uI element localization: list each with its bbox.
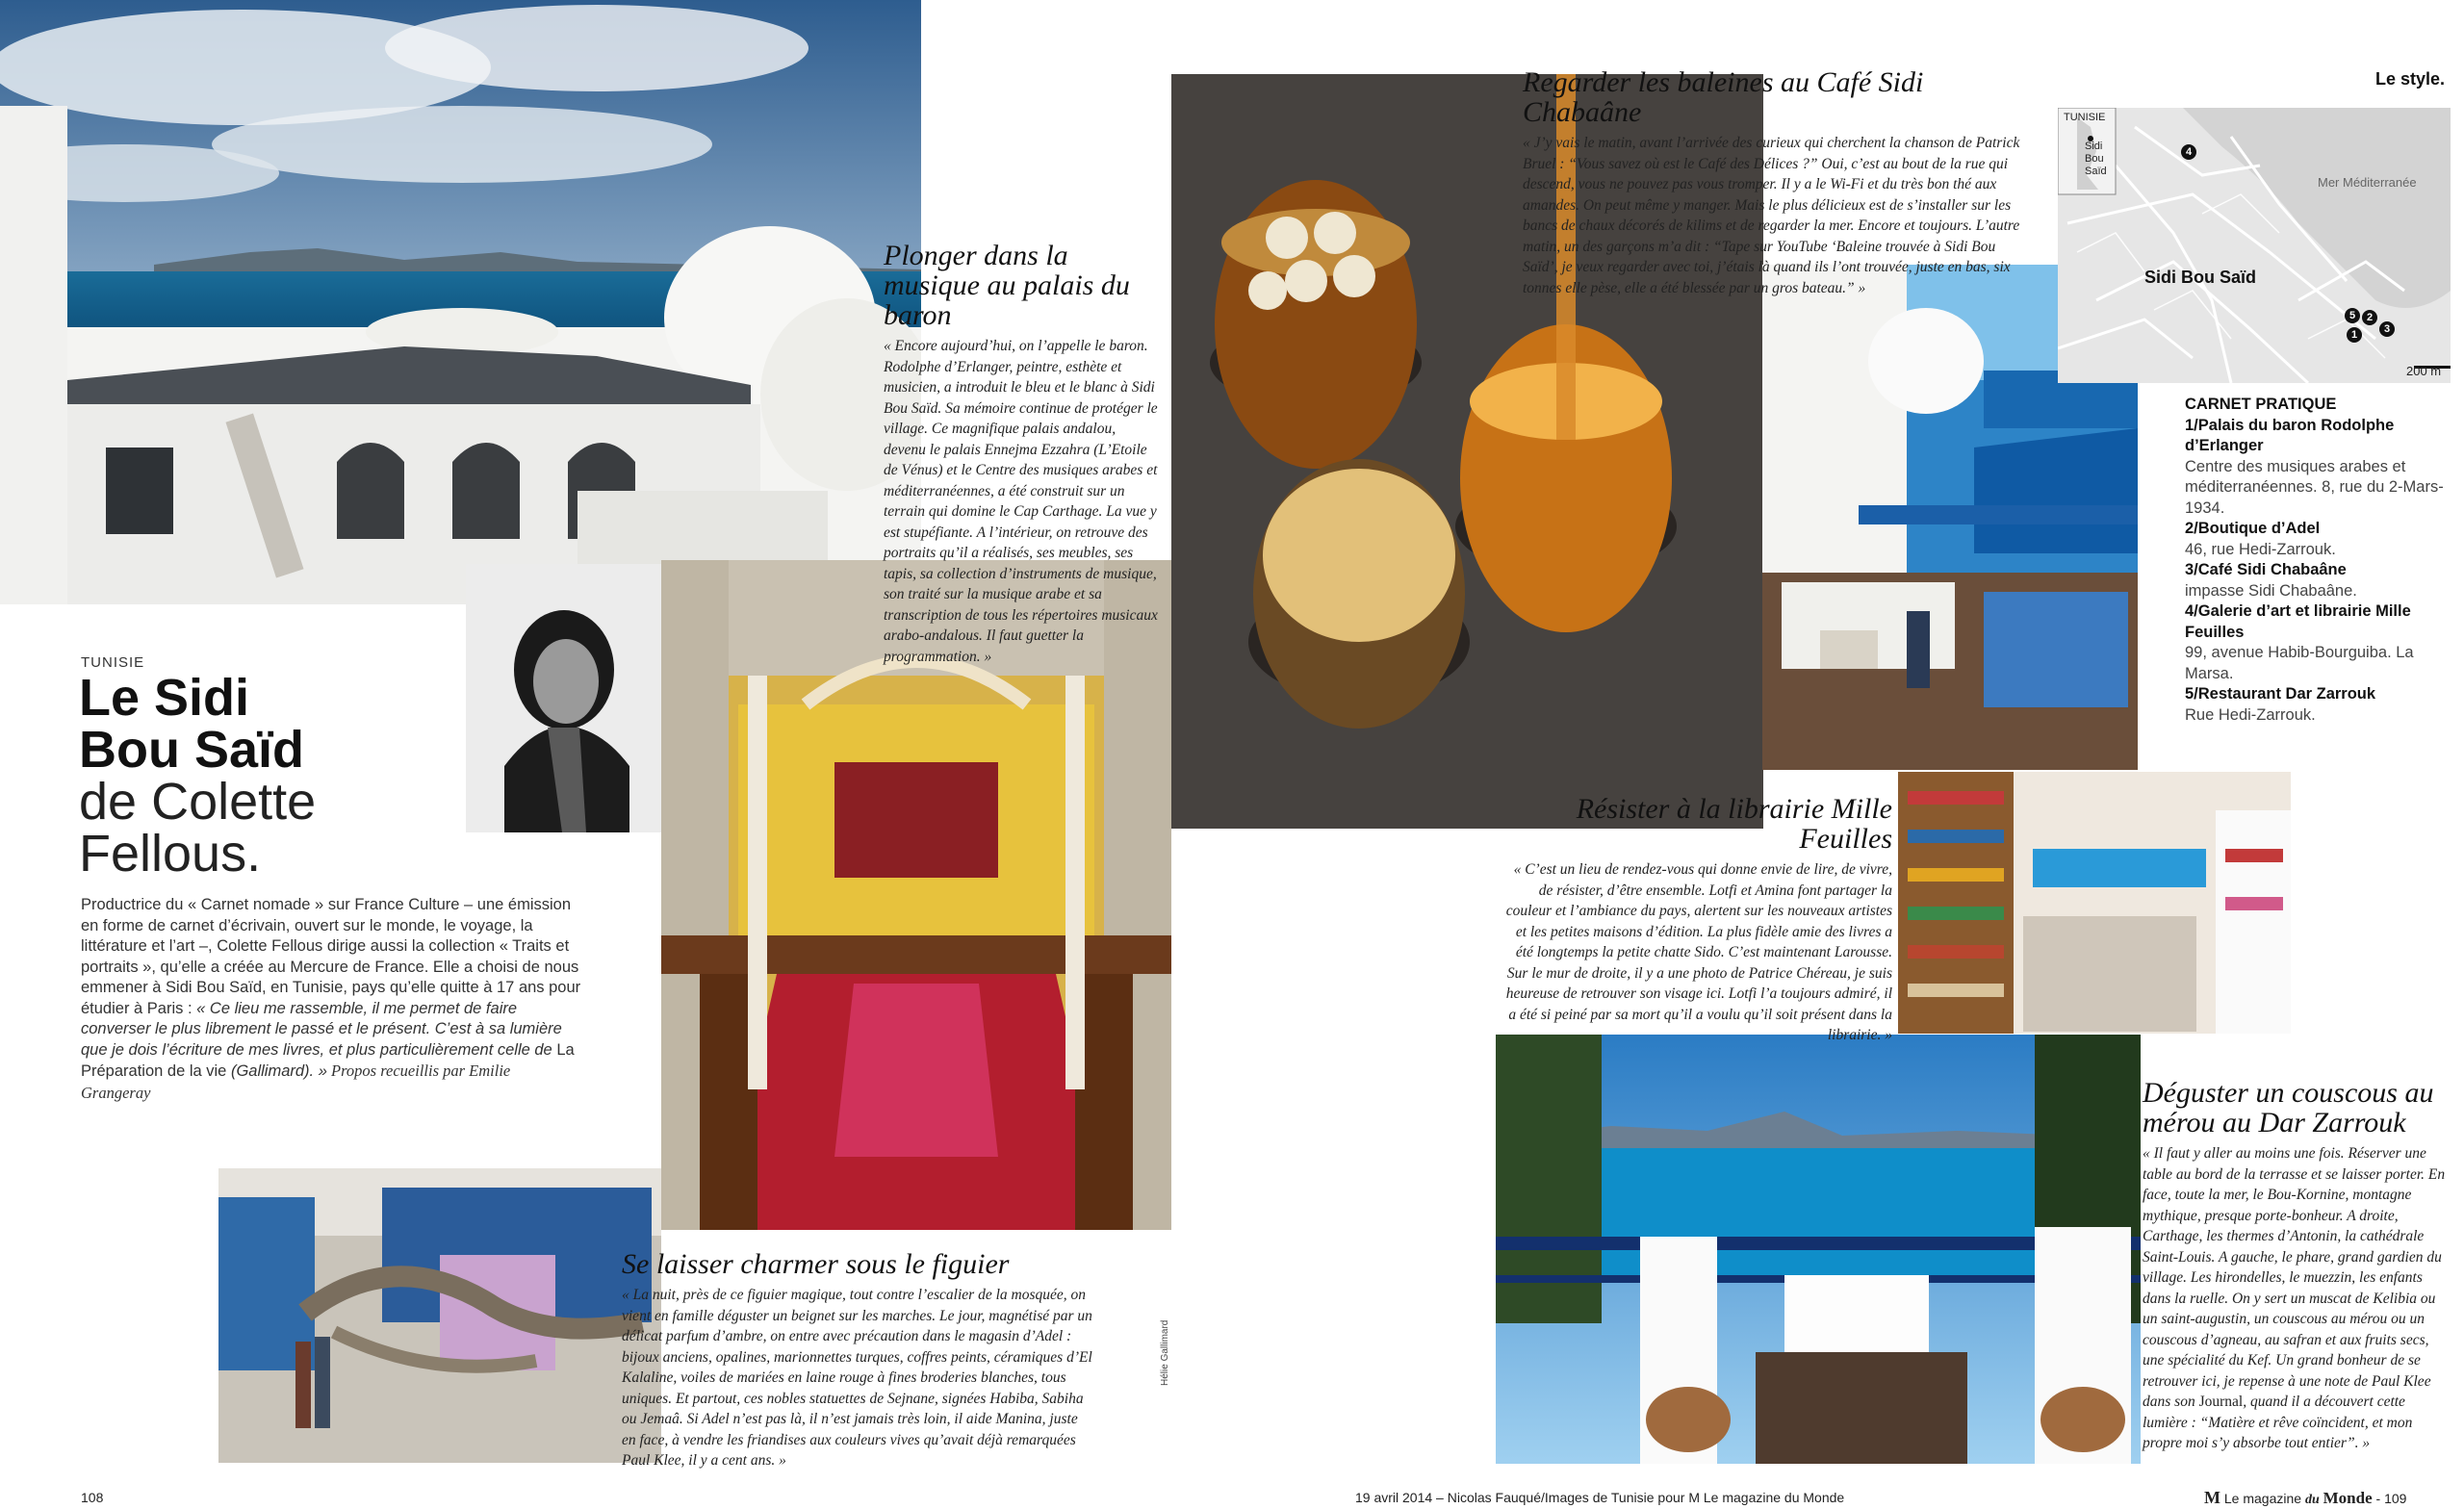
carnet-entry-name: 2/Boutique d’Adel bbox=[2185, 520, 2321, 537]
carnet-entry-name: 1/Palais du baron Rodolphe d’Erlanger bbox=[2185, 416, 2395, 454]
intro-credit: Propos recueillis par Emilie Grangeray bbox=[81, 1061, 511, 1102]
title-bold-line-2: Bou Saïd bbox=[79, 721, 305, 779]
map-pin-5: 5 bbox=[2345, 308, 2360, 323]
footer-credit: 19 avril 2014 – Nicolas Fauqué/Images de Tunisie pour M Le magazine du Monde bbox=[1355, 1490, 1845, 1505]
title-bold-line-1: Le Sidi bbox=[79, 669, 250, 727]
carnet-entry bbox=[2185, 519, 2445, 560]
map-pin-1: 1 bbox=[2347, 327, 2362, 343]
page-number-right: 109 bbox=[2384, 1491, 2407, 1506]
couscous-journal-title: Journal bbox=[2198, 1394, 2244, 1410]
magazine-name: Le magazine bbox=[2223, 1491, 2302, 1506]
carnet-entry-detail: 99, avenue Habib-Bourguiba. La Marsa. bbox=[2185, 644, 2414, 682]
carnet-entry-detail: 46, rue Hedi-Zarrouk. bbox=[2185, 540, 2336, 558]
carnet-entry bbox=[2185, 684, 2445, 726]
carnet-entry bbox=[2185, 416, 2445, 520]
article-title bbox=[79, 669, 406, 882]
article-kicker: TUNISIE bbox=[81, 654, 145, 671]
section-title-baleines: Regarder les baleines au Café Sidi Chabaâne bbox=[1523, 66, 1924, 128]
section-title-musique: Plonger dans la musique au palais du baron bbox=[884, 240, 1130, 331]
map-scale-label: 200 m bbox=[2406, 364, 2442, 378]
intro-paragraph bbox=[81, 895, 581, 1104]
map-sea-label: Mer Méditerranée bbox=[2318, 175, 2417, 190]
carnet-heading: CARNET PRATIQUE bbox=[2185, 396, 2337, 413]
intro-text: Productrice du « Carnet nomade » sur France Culture – une émission en forme de carnet d’écrivain, ouvert sur le monde, le voyage, la littérature et l’art –, Colette Fellous dirige aussi la collection « Traits et portraits », qu’elle a créée au Mercure de France. Elle a choisi de nous emmener à Sidi Bou Saïd, en Tunisie, pays qu’elle quitte à 17 ans pour étudier à Paris : bbox=[81, 896, 581, 1017]
carnet-entry-detail: Centre des musiques arabes et méditerranéennes. 8, rue du 2-Mars-1934. bbox=[2185, 457, 2444, 517]
carnet-entry-name: 3/Café Sidi Chabaâne bbox=[2185, 561, 2347, 578]
photo-restaurant-terrace bbox=[1496, 1035, 2141, 1464]
magazine-name-monde: Monde bbox=[2323, 1489, 2373, 1507]
footer-magazine-folio bbox=[2204, 1488, 2406, 1508]
section-title-couscous: Déguster un couscous au mérou au Dar Zarrouk bbox=[2143, 1077, 2434, 1138]
magazine-logo-m: M bbox=[2204, 1488, 2220, 1507]
couscous-body-part-1: « Il faut y aller au moins une fois. Réserver une table au bord de la terrasse et se laisser porter. En face, toute la mer, le Bou-Kornine, montagne mythique, presque porte-bonheur. A droite, Carthage, les thermes d’Antonin, la cathédrale Saint-Louis. A gauche, le phare, grand gardien du village. Les hirondelles, le muezzin, les enfants dans la ruelle. On y sert un muscat de Kelibia ou un saint-augustin, un couscous au mérou ou un couscous d’agneau, au safran et aux fruits secs, une spécialité du Kef. Un grand bonheur de se retrouver ici, je repense à une note de Paul Klee dans son bbox=[2143, 1145, 2446, 1410]
carnet-entry bbox=[2185, 601, 2445, 684]
intro-quote: « Ce lieu me rassemble, il me permet de faire converser le plus librement le passé et le présent. C’est à sa lumière que je dois l’écriture de mes livres, et plus particulièrement celle de bbox=[81, 999, 562, 1059]
section-body-musique: « Encore aujourd’hui, on l’appelle le baron. Rodolphe d’Erlanger, peintre, esthète et musicien, a introduit le bleu et le blanc à Sidi Bou Saïd. Sa mémoire continue de protéger le village. Ce magnifique palais andalou, devenu le palais Ennejma Ezzahra (L’Etoile de Vénus) et le Centre des musiques arabes et méditerranéennes, a été construit sur un terrain qui domine le Cap Carthage. La vue y est stupéfiante. A l’intérieur, on retrouve des portraits qu’il a réalisés, ses meubles, ses tapis, sa collection d’instruments de musique, son traité sur la musique arabe et sa transcription de tous les répertoires musicaux arabo-andalous. Il faut guetter la programmation. » bbox=[884, 338, 1158, 665]
carnet-entry-name: 5/Restaurant Dar Zarrouk bbox=[2185, 685, 2376, 703]
section-title-librairie: Résister à la librairie Mille Feuilles bbox=[1576, 793, 1892, 855]
photo-fig-tree-street bbox=[218, 1168, 661, 1463]
section-body-figuier: « La nuit, près de ce figuier magique, tout contre l’escalier de la mosquée, on vient en famille déguster un beignet sur les marches. Le jour, magnétisé par un délicat parfum d’ambre, on entre avec précaution dans le magasin d’Adel : bijoux anciens, opalines, marionnettes turques, coffres peints, céramiques d’El Kalaline, voiles de mariées en laine rouge à fines broderies blanches, tous uniques. Et partout, ces nobles statuettes de Sejnane, signées Habiba, Sabiha ou Jemaâ. Si Adel n’est pas là, il n’est jamais très loin, il aide Manina, juste en face, à vendre les friandises aux couleurs vives qu’avait déjà remarquées Paul Klee, il y a cent ans. » bbox=[622, 1287, 1092, 1469]
section-librairie bbox=[1498, 794, 1892, 1046]
carnet-entry-detail: impasse Sidi Chabaâne. bbox=[2185, 581, 2357, 600]
title-light-line-1: de Colette bbox=[79, 773, 317, 831]
section-musique bbox=[884, 241, 1158, 667]
carnet-entry bbox=[2185, 560, 2445, 601]
couscous-body-part-2: , quand il a découvert cette lumière : “Matière et rêve coïncident, et mon propre moi s’y absorbe tout entier”. » bbox=[2143, 1394, 2413, 1451]
style-label: Le style. bbox=[2375, 69, 2446, 89]
section-body-librairie: « C’est un lieu de rendez-vous qui donne envie de lire, de vivre, de résister, d’être ensemble. Lotfi et Amina font partager la couleur et l’ambiance du pays, alertent sur les nouveaux artistes et les petites maisons d’édition. La plus fidèle amie des livres a été longtemps la petite chatte Sido. C’est maintenant Larousse. Sur le mur de droite, il y a une photo de Patrice Chéreau, je suis heureuse de retrouver son visage ici. Lotfi l’a toujours admiré, il a été si peiné par sa mort qu’il a voulu qu’il soit présent dans la librairie. » bbox=[1505, 861, 1892, 1043]
section-figuier bbox=[622, 1249, 1093, 1471]
section-body-baleines: « J’y vais le matin, avant l’arrivée des curieux qui cherchent la chanson de Patrick Bruel : “Vous savez où est le Café des Délices ?” Oui, c’est au bout de la rue qui descend, vous ne pouvez pas vous tromper. Il y a le Wi-Fi et du très bon thé aux amandes. On peut même y manger. Mais le plus délicieux est de s’installer sur les bancs de chaux décorés de kilims et de regarder la mer. Encore et toujours. L’autre matin, un des garçons m’a dit : “Tape sur YouTube ‘Baleine trouvée à Sidi Bou Saïd’, je veux regarder avec toi, j’étais là quand ils l’ont trouvée, juste en bas, six tonnes elle pèse, elle a été blessée par un gros bateau.” » bbox=[1523, 135, 2020, 296]
title-light-line-2: Fellous. bbox=[79, 825, 262, 882]
map-town-label: Sidi Bou Saïd bbox=[2144, 268, 2257, 287]
intro-publisher: (Gallimard). » bbox=[226, 1062, 327, 1080]
carnet-entry-detail: Rue Hedi-Zarrouk. bbox=[2185, 705, 2316, 724]
photo-bookshop bbox=[1898, 772, 2291, 1034]
section-body-couscous bbox=[2143, 1143, 2451, 1454]
section-title-figuier: Se laisser charmer sous le figuier bbox=[622, 1248, 1010, 1280]
magazine-name-du: du bbox=[2304, 1493, 2320, 1507]
map-inset-country: TUNISIE bbox=[2064, 112, 2106, 123]
section-baleines bbox=[1523, 67, 2023, 298]
hero-photo-rooftops bbox=[0, 0, 921, 604]
intro-book-title: La Préparation de la vie bbox=[81, 1040, 575, 1080]
map-inset-label-2: Bou bbox=[2085, 153, 2104, 165]
map-inset-label-1: Sidi bbox=[2085, 141, 2103, 152]
section-couscous bbox=[2143, 1078, 2451, 1454]
location-map bbox=[2058, 108, 2451, 383]
page-number-left: 108 bbox=[81, 1490, 104, 1505]
map-pin-3: 3 bbox=[2379, 321, 2395, 337]
carnet-entry-name: 4/Galerie d’art et librairie Mille Feuilles bbox=[2185, 602, 2411, 641]
photo-credit-vertical: Hélie Gallimard bbox=[1160, 1319, 1170, 1386]
map-inset-label-3: Saïd bbox=[2085, 166, 2107, 177]
map-pin-2: 2 bbox=[2362, 310, 2377, 325]
carnet-pratique bbox=[2185, 395, 2445, 726]
map-pin-4: 4 bbox=[2181, 144, 2196, 160]
portrait-colette-fellous bbox=[466, 564, 661, 832]
folio-separator: - bbox=[2372, 1491, 2385, 1506]
